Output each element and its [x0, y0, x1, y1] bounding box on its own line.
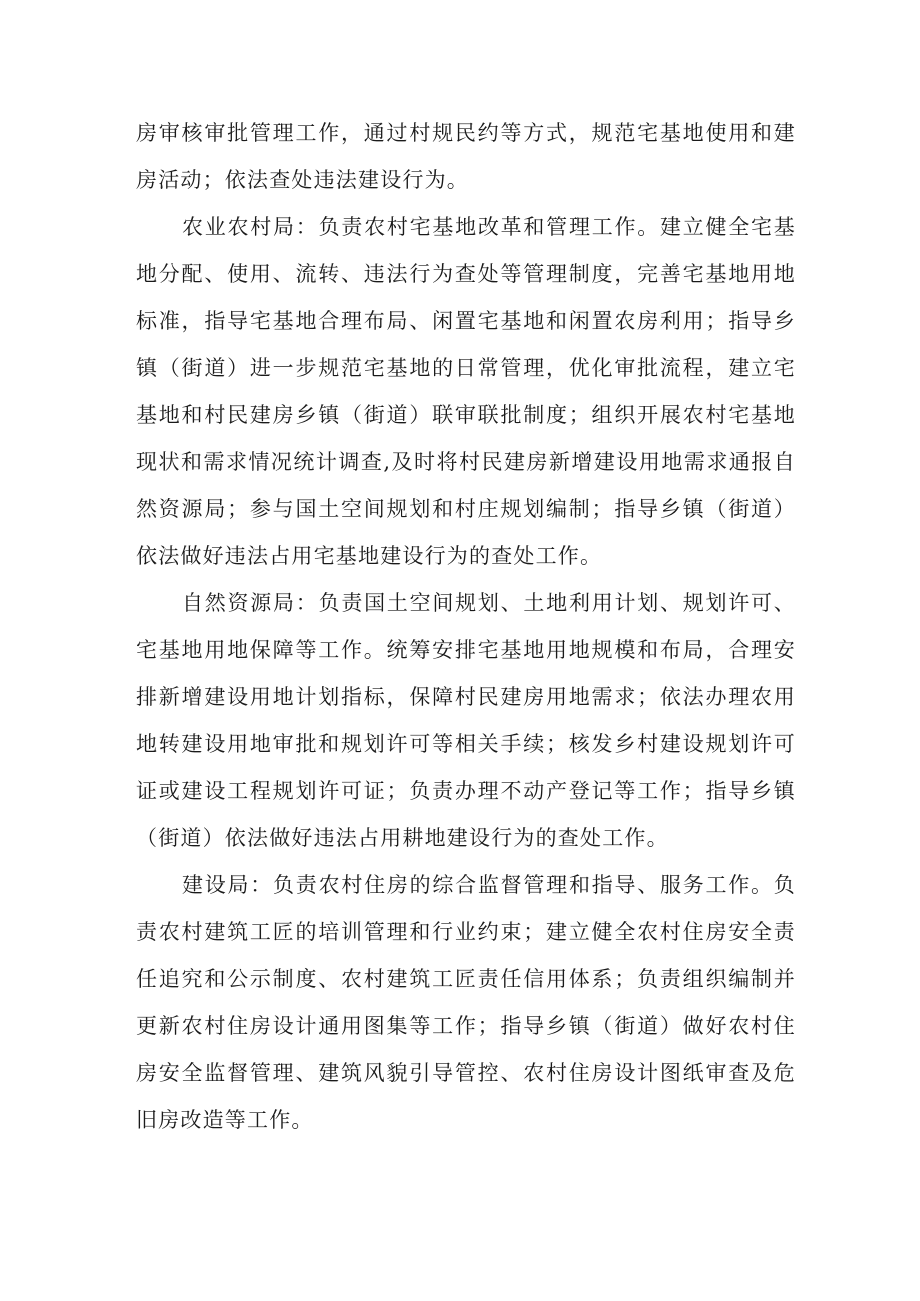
paragraph-agriculture-bureau: 农业农村局：负责农村宅基地改革和管理工作。建立健全宅基地分配、使用、流转、违法行为查处等管理制度，完善宅基地用地标准，指导宅基地合理布局、闲置宅基地和闲置农房利用；指导乡镇（街道）进一步规范宅基地的日常管理，优化审批流程，建立宅基地和村民建房乡镇（街道）联审联批制度；组织开展农村宅基地现状和需求情况统计调查,及时将村民建房新增建设用地需求通报自然资源局；参与国土空间规划和村庄规划编制；指导乡镇（街道）依法做好违法占用宅基地建设行为的查处工作。	[136, 215, 796, 568]
paragraph-construction-bureau: 建设局：负责农村住房的综合监督管理和指导、服务工作。负责农村建筑工匠的培训管理和行业约束；建立健全农村住房安全责任追究和公示制度、农村建筑工匠责任信用体系；负责组织编制并更新农村住房设计通用图集等工作；指导乡镇（街道）做好农村住房安全监督管理、建筑风貌引导管控、农村住房设计图纸审查及危旧房改造等工作。	[136, 873, 796, 1132]
paragraph-natural-resources-bureau: 自然资源局：负责国土空间规划、土地利用计划、规划许可、宅基地用地保障等工作。统筹安排宅基地用地规模和布局，合理安排新增建设用地计划指标，保障村民建房用地需求；依法办理农用地转建设用地审批和规划许可等相关手续；核发乡村建设规划许可证或建设工程规划许可证；负责办理不动产登记等工作；指导乡镇（街道）依法做好违法占用耕地建设行为的查处工作。	[136, 591, 796, 850]
paragraph-continuation: 房审核审批管理工作，通过村规民约等方式，规范宅基地使用和建房活动；依法查处违法建设行为。	[136, 121, 796, 192]
document-body	[136, 110, 796, 1144]
